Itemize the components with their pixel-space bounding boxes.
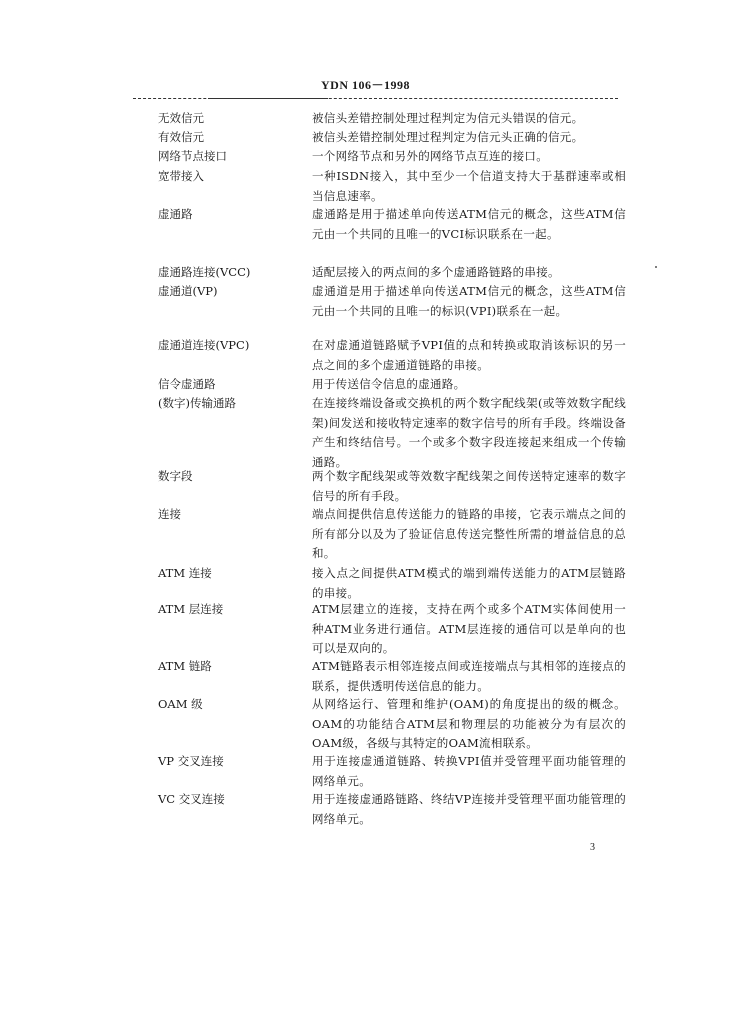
entry-definition: 接入点之间提供ATM模式的端到端传送能力的ATM层链路的串接。 — [312, 566, 626, 600]
page-number: 3 — [590, 842, 595, 853]
entry-term: 虚通道连接(VPC) — [158, 338, 250, 352]
entry-definition: 用于连接虚通路链路、终结VP连接并受管理平面功能管理的网络单元。 — [312, 792, 626, 826]
header-rule — [133, 98, 618, 99]
entry-term: VP 交叉连接 — [158, 754, 224, 768]
entry-definition: 一个网络节点和另外的网络节点互连的接口。 — [312, 149, 548, 163]
entry-term: 无效信元 — [158, 111, 204, 125]
entry-definition: ATM链路表示相邻连接点间或连接端点与其相邻的连接点的联系，提供透明传送信息的能力。 — [312, 659, 626, 693]
entry-term: ATM 连接 — [158, 566, 212, 580]
entry-term: VC 交叉连接 — [158, 792, 225, 806]
entry-definition: 两个数字配线架或等效数字配线架之间传送特定速率的数字信号的所有手段。 — [312, 469, 626, 503]
entry-definition: ATM层建立的连接，支持在两个或多个ATM实体间使用一种ATM业务进行通信。ATM层连接的通信可以是单向的也可以是双向的。 — [312, 602, 626, 655]
entry-definition: 用于连接虚通道链路、转换VPI值并受管理平面功能管理的网络单元。 — [312, 754, 626, 788]
entry-term: 虚通路连接(VCC) — [158, 265, 251, 279]
entry-term: ATM 层连接 — [158, 602, 224, 616]
entry-definition: 被信头差错控制处理过程判定为信元头错误的信元。 — [312, 111, 584, 125]
entry-definition: 虚通路是用于描述单向传送ATM信元的概念，这些ATM信元由一个共同的且唯一的VCI标识联系在一起。 — [312, 207, 626, 241]
entry-definition: 在对虚通道链路赋予VPI值的点和转换或取消该标识的另一点之间的多个虚通道链路的串接。 — [312, 338, 626, 372]
header-rule-solid — [208, 98, 328, 99]
entry-term: OAM 级 — [158, 697, 203, 711]
entry-term: 宽带接入 — [158, 169, 204, 183]
entry-definition: 在连接终端设备或交换机的两个数字配线架(或等效数字配线架)间发送和接收特定速率的数字信号的所有手段。终端设备产生和终结信号。一个或多个数字段连接起来组成一个传输通路。 — [312, 396, 626, 469]
entry-term: 有效信元 — [158, 130, 204, 144]
entry-term: 数字段 — [158, 469, 193, 483]
entry-term: 虚通道(VP) — [158, 284, 218, 298]
entry-term: 网络节点接口 — [158, 149, 227, 163]
page-header-code: YDN 106－1998 — [321, 78, 410, 92]
entry-term: 连接 — [158, 507, 181, 521]
entry-definition: 被信头差错控制处理过程判定为信元头正确的信元。 — [312, 130, 584, 144]
entry-term: 虚通路 — [158, 207, 193, 221]
entry-definition: 用于传送信令信息的虚通路。 — [312, 377, 466, 391]
entry-term: ATM 链路 — [158, 659, 212, 673]
entry-term: 信令虚通路 — [158, 377, 216, 391]
entry-definition: 适配层接入的两点间的多个虚通路链路的串接。 — [312, 265, 560, 279]
entry-definition: 从网络运行、管理和维护(OAM)的角度提出的级的概念。OAM的功能结合ATM层和物理层的功能被分为有层次的OAM级，各级与其特定的OAM流相联系。 — [312, 697, 626, 750]
entry-term: (数字)传输通路 — [158, 396, 236, 410]
scan-speck — [655, 266, 657, 268]
entry-definition: 端点间提供信息传送能力的链路的串接，它表示端点之间的所有部分以及为了验证信息传送完整性所需的增益信息的总和。 — [312, 507, 626, 560]
entry-definition: 虚通道是用于描述单向传送ATM信元的概念，这些ATM信元由一个共同的且唯一的标识(VPI)联系在一起。 — [312, 284, 626, 318]
entry-definition: 一种ISDN接入，其中至少一个信道支持大于基群速率或相当信息速率。 — [312, 169, 626, 203]
